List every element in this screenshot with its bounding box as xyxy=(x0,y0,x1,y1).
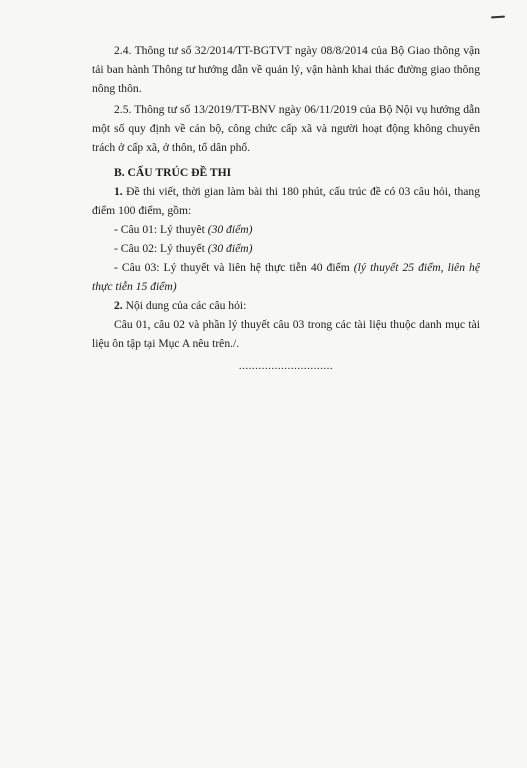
section-b-para-2 xyxy=(92,296,480,315)
question-1-points: (30 điểm) xyxy=(207,223,253,236)
section-b-para-2-body: Câu 01, câu 02 và phần lý thuyết câu 03 trong các tài liệu thuộc danh mục tài liệu ôn tập tại Mục A nêu trên./. xyxy=(92,318,480,350)
para-1-text: Đề thi viết, thời gian làm bài thi 180 phút, cấu trúc đề có 03 câu hỏi, thang điểm 100 điểm, gồm: xyxy=(92,185,480,217)
para-2-text: Nội dung của các câu hỏi: xyxy=(122,299,247,312)
section-b-heading: B. CẤU TRÚC ĐỀ THI xyxy=(114,166,232,179)
question-2-text: - Câu 02: Lý thuyết xyxy=(114,242,208,255)
item-2-4: 2.4. Thông tư số 32/2014/TT-BGTVT ngày 08/8/2014 của Bộ Giao thông vận tải ban hành Thông tư hướng dẫn về quản lý, vận hành khai thác đường giao thông nông thôn. xyxy=(92,44,480,95)
end-dotted-line: ............................. xyxy=(238,360,334,372)
question-2-points: (30 điểm) xyxy=(207,242,253,255)
question-1-line xyxy=(92,220,480,239)
section-b-para-1 xyxy=(92,182,480,220)
question-3-points: (lý thuyết 25 điểm, liên hệ thực tiễn 15 điểm) xyxy=(92,261,481,293)
pen-mark xyxy=(491,16,505,19)
item-2-5: 2.5. Thông tư số 13/2019/TT-BNV ngày 06/11/2019 của Bộ Nội vụ hướng dẫn một số quy định về cán bộ, công chức cấp xã và người hoạt động không chuyên trách ở cấp xã, ở thôn, tổ dân phố. xyxy=(92,103,480,154)
para-1-number: 1. xyxy=(114,185,123,198)
question-3-text: - Câu 03: Lý thuyết và liên hệ thực tiễn 40 điểm xyxy=(114,261,354,274)
question-3-line xyxy=(92,258,480,296)
question-2-line xyxy=(92,239,480,258)
para-2-number: 2. xyxy=(114,299,123,312)
document-body xyxy=(92,41,480,372)
question-1-text: - Câu 01: Lý thuyêt xyxy=(114,223,208,236)
